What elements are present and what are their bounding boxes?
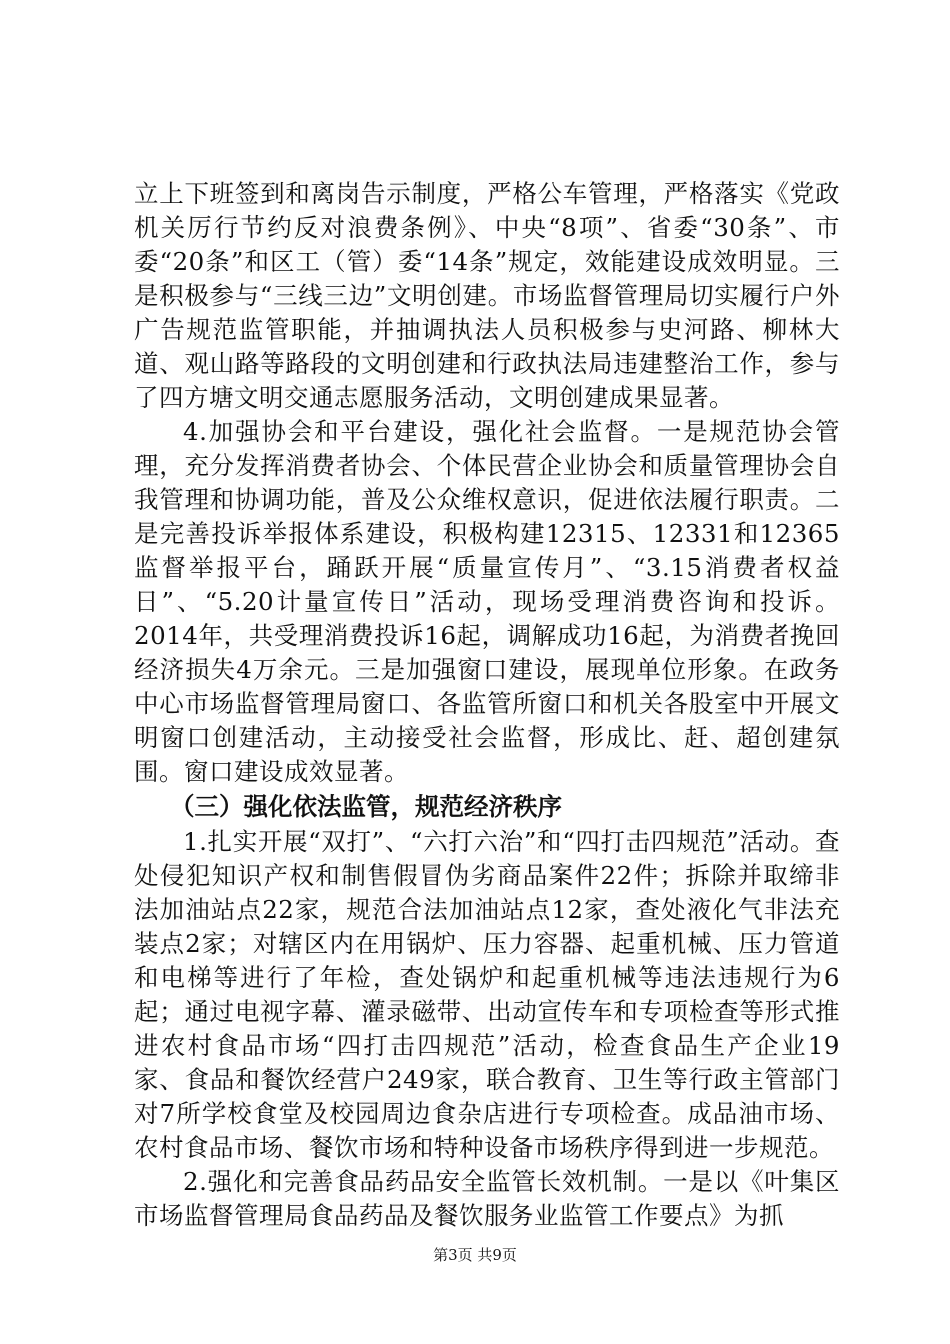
page-footer: 第3页 共9页 bbox=[433, 1246, 517, 1264]
paragraph-2: 4.加强协会和平台建设，强化社会监督。一是规范协会管理，充分发挥消费者协会、个体民营企业协会和质量管理协会自我管理和协调功能，普及公众维权意识，促进依法履行职责。二是完善投诉举报体系建设，积极构建12315、12331和12365监督举报平台，踊跃开展“质量宣传月”、“3.15消费者权益日”、“5.20计量宣传日”活动，现场受理消费咨询和投诉。2014年，共受理消费投诉16起，调解成功16起，为消费者挽回经济损失4万余元。三是加强窗口建设，展现单位形象。在政务中心市场监督管理局窗口、各监管所窗口和机关各股室中开展文明窗口创建活动，主动接受社会监督，形成比、赶、超创建氛围。窗口建设成效显著。 bbox=[134, 417, 840, 786]
paragraph-3: 1.扎实开展“双打”、“六打六治”和“四打击四规范”活动。查处侵犯知识产权和制售假冒伪劣商品案件22件；拆除并取缔非法加油站点22家，规范合法加油站点12家，查处液化气非法充装点2家；对辖区内在用锅炉、压力容器、起重机械、压力管道和电梯等进行了年检，查处锅炉和起重机械等违法违规行为6起；通过电视字幕、灌录磁带、出动宣传车和专项检查等形式推进农村食品市场“四打击四规范”活动，检查食品生产企业19家、食品和餐饮经营户249家，联合教育、卫生等行政主管部门对7所学校食堂及校园周边食杂店进行专项检查。成品油市场、农村食品市场、餐饮市场和特种设备市场秩序得到进一步规范。 bbox=[134, 827, 840, 1162]
paragraph-4: 2.强化和完善食品药品安全监管长效机制。一是以《叶集区市场监督管理局食品药品及餐饮服务业监管工作要点》为抓 bbox=[134, 1167, 840, 1230]
paragraph-1: 立上下班签到和离岗告示制度，严格公车管理，严格落实《党政机关厉行节约反对浪费条例》、中央“8项”、省委“30条”、市委“20条”和区工（管）委“14条”规定，效能建设成效明显。三是积极参与“三线三边”文明创建。市场监督管理局切实履行户外广告规范监管职能，并抽调执法人员积极参与史河路、柳林大道、观山路等路段的文明创建和行政执法局违建整治工作，参与了四方塘文明交通志愿服务活动，文明创建成果显著。 bbox=[134, 179, 840, 412]
document-body bbox=[134, 177, 840, 1233]
section-heading: （三）强化依法监管，规范经济秩序 bbox=[170, 792, 562, 821]
